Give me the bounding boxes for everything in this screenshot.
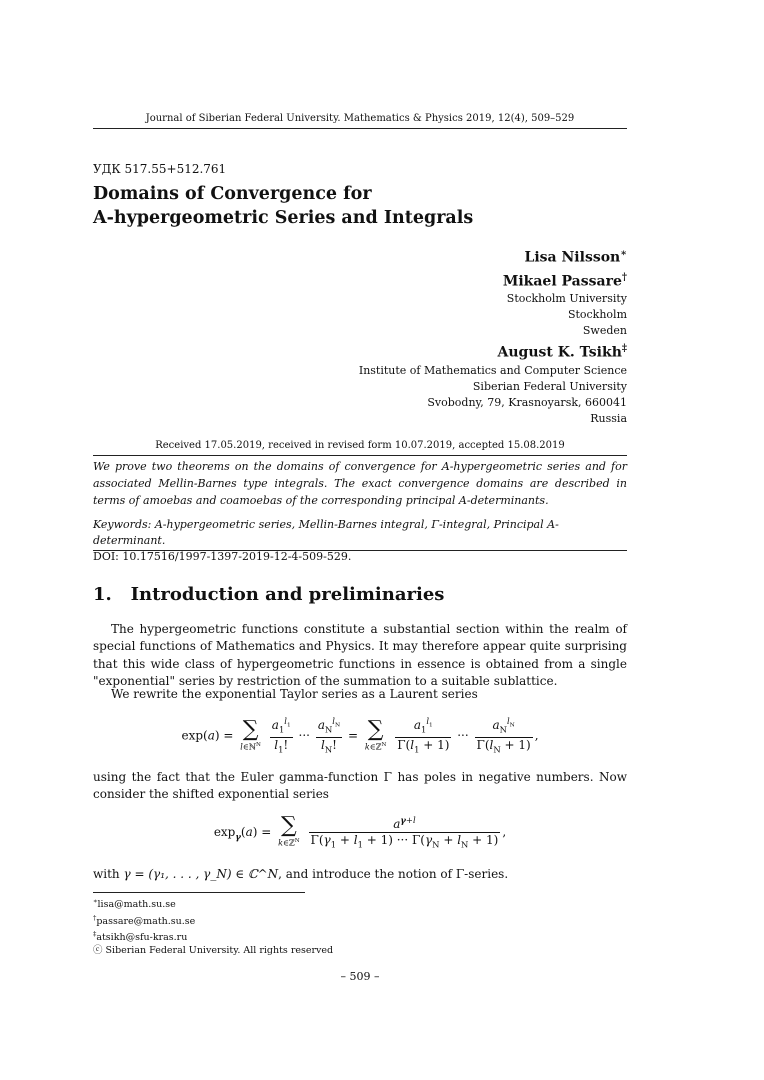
footnote: ∗lisa@math.su.se	[93, 897, 176, 911]
keywords: Keywords: A-hypergeometric series, Mellin-Barnes integral, Γ-integral, Principal A-determinant.	[93, 518, 559, 547]
received-dates: Received 17.05.2019, received in revised form 10.07.2019, accepted 15.08.2019	[155, 440, 565, 451]
affiliation-line: Siberian Federal University	[472, 379, 627, 393]
author-name: August K. Tsikh‡	[497, 343, 627, 361]
title-line-1: Domains of Convergence for	[93, 184, 372, 204]
affiliation-line: Institute of Mathematics and Computer Science	[358, 363, 627, 377]
section-number: 1.	[93, 584, 112, 605]
abstract: We prove two theorems on the domains of convergence for A-hypergeometric series and for associated Mellin-Barnes type integrals. The exact convergence domains are described in terms of amoebas and coamoebas of the corresponding principal A-determinants.	[93, 460, 627, 507]
section-heading	[93, 584, 444, 605]
udk-code: УДК 517.55+512.761	[93, 162, 227, 176]
affiliation-line: Stockholm	[567, 308, 627, 322]
author-name: Lisa Nilsson∗	[524, 248, 627, 266]
email-link[interactable]: atsikh@sfu-kras.ru	[96, 932, 188, 944]
author-name: Mikael Passare†	[502, 271, 627, 290]
journal-header: Journal of Siberian Federal University. Mathematics & Physics 2019, 12(4), 509–529	[145, 113, 575, 124]
footnotes	[93, 895, 333, 957]
copyright: ⓒ Siberian Federal University. All rights reserved	[93, 944, 334, 956]
authors-block	[207, 244, 627, 427]
email-link[interactable]: passare@math.su.se	[96, 915, 196, 927]
footnote: †passare@math.su.se	[93, 913, 196, 927]
gamma-vector: γ = (γ₁, . . . , γ_N) ∈ ℂ^N	[123, 867, 279, 881]
title-line-2: A-hypergeometric Series and Integrals	[93, 208, 474, 228]
paragraph: We rewrite the exponential Taylor series as a Laurent series	[111, 687, 478, 701]
equation-exp-series: exp(a) = ∑ l∈ℕ$^N$ $\frac{a_1^{l_1}}{l_1!}$ ··· $\frac{a_N^{l_N}}{l_N!}$ = ∑ k∈ℤ$^N$ $\frac{a_1^{l_1}}{\Gamma(l_1 + 1)}$ ··· $\frac{a_N^{l_N}}{\Gamma(l_N + 1)}$ ,	[181, 716, 539, 755]
affiliation-line: Russia	[590, 411, 627, 425]
abstract-bottom-rule	[93, 550, 627, 551]
section-title: Introduction and preliminaries	[130, 584, 445, 605]
abstract-top-rule	[93, 455, 627, 456]
paragraph: using the fact that the Euler gamma-function Γ has poles in negative numbers. Now consider the shifted exponential series	[93, 770, 627, 802]
paragraph: The hypergeometric functions constitute a substantial section within the realm of special functions of Mathematics and Physics. It may therefore appear quite surprising that this wide class of hypergeometric functions in essence is obtained from a single "exponential" series by restriction of the summation to a suitable sublattice.	[93, 622, 627, 688]
affiliation-line: Sweden	[582, 324, 627, 338]
page-number: – 509 –	[340, 970, 380, 983]
affiliation-line: Svobodny, 79, Krasnoyarsk, 660041	[427, 395, 627, 409]
header-rule	[93, 128, 627, 129]
paper-title	[93, 182, 473, 230]
doi: DOI: 10.17516/1997-1397-2019-12-4-509-529.	[93, 550, 352, 563]
footnote: ‡atsikh@sfu-kras.ru	[93, 930, 188, 944]
footnote-rule	[93, 892, 305, 893]
paragraph: with γ = (γ₁, . . . , γ_N) ∈ ℂ^N, and introduce the notion of Γ-series.	[93, 867, 509, 881]
keywords-block	[93, 517, 627, 565]
affiliation-line: Stockholm University	[506, 292, 627, 306]
email-link[interactable]: lisa@math.su.se	[97, 899, 176, 911]
equation-shifted-series: $\exp_\gamma(a)$ = ∑ k∈ℤ$^N$ $\frac{a^{\gamma+l}}{\Gamma(\gamma_1 + l_1 + 1) \cdot\cdot\cdot \Gamma(\gamma_N + l_N + 1)}$ ,	[213, 813, 507, 850]
